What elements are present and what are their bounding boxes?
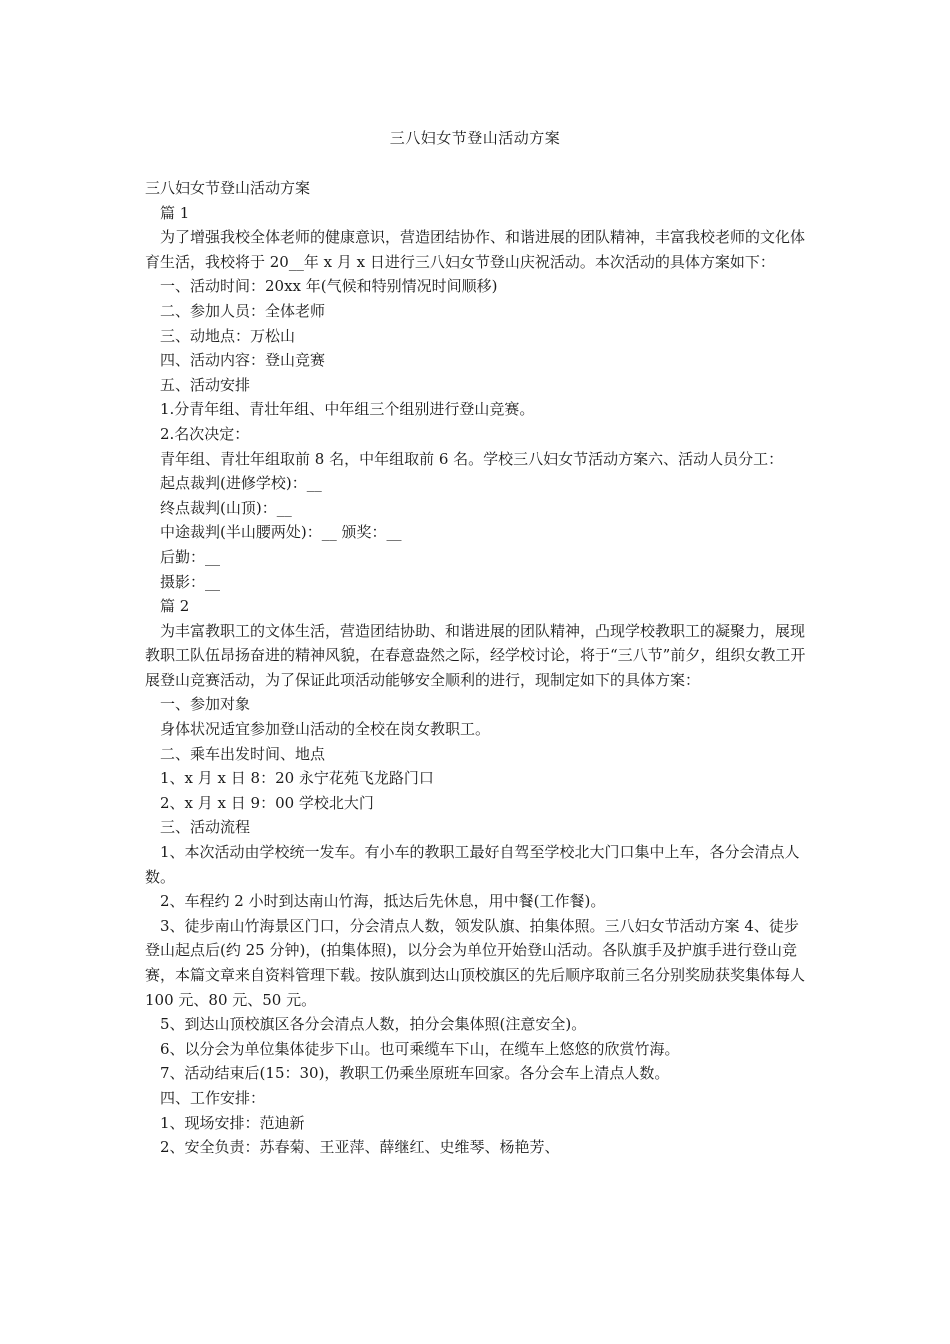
text-line: 1、本次活动由学校统一发车。有小车的教职工最好自驾至学校北大门口集中上车，各分会清点人数。: [145, 843, 800, 886]
text-line: 2.名次决定：: [160, 424, 250, 443]
text-line: 为了增强我校全体老师的健康意识，营造团结协作、和谐进展的团队精神，丰富我校老师的文化体育生活，我校将于 20__年 x 月 x 日进行三八妇女节登山庆祝活动。本次活动的具体方案如下：: [145, 228, 806, 271]
text-line: 起点裁判(进修学校)：__: [160, 474, 322, 493]
text-line: 为丰富教职工的文体生活，营造团结协助、和谐进展的团队精神，凸现学校教职工的凝聚力，展现教职工队伍昂扬奋进的精神风貌，在春意盎然之际，经学校讨论，将于“三八节”前夕，组织女教工开展登山竞赛活动，为了保证此项活动能够安全顺利的进行，现制定如下的具体方案：: [145, 621, 806, 689]
text-line: 五、活动安排: [160, 375, 251, 394]
text-line: 中途裁判(半山腰两处)：__ 颁奖：__: [160, 523, 402, 542]
text-line: 四、工作安排：: [160, 1088, 266, 1107]
text-line: 3、徒步南山竹海景区门口，分会清点人数，领发队旗、拍集体照。三八妇女节活动方案 4、徒步登山起点后(约 25 分钟)，(拍集体照)，以分会为单位开始登山活动。各队旗手及护旗手进行登山竞赛，本篇文章来自资料管理下载。按队旗到达山顶校旗区的先后顺序取前三名分别奖励获奖集体每人 100 元、80 元、50 元。: [145, 916, 806, 1009]
text-line: 6、以分会为单位集体徒步下山。也可乘缆车下山，在缆车上悠悠的欣赏竹海。: [160, 1039, 680, 1058]
document-body: [145, 176, 810, 1160]
text-line: 四、活动内容：登山竞赛: [160, 351, 326, 370]
document-title: 三八妇女节登山活动方案: [389, 129, 561, 147]
text-line: 1.分青年组、青壮年组、中年组三个组别进行登山竞赛。: [160, 400, 535, 419]
text-line: 7、活动结束后(15：30)，教职工仍乘坐原班车回家。各分会车上清点人数。: [160, 1064, 670, 1083]
text-line: 一、活动时间：20xx 年(气候和特别情况时间顺移): [160, 277, 498, 296]
text-line: 篇 1: [160, 203, 190, 222]
text-line: 1、现场安排：范迪新: [160, 1113, 305, 1132]
text-line: 5、到达山顶校旗区各分会清点人数，拍分会集体照(注意安全)。: [160, 1015, 587, 1034]
text-line: 摄影：__: [160, 572, 221, 591]
text-line: 2、x 月 x 日 9：00 学校北大门: [160, 793, 374, 812]
text-line: 后勤：__: [160, 547, 221, 566]
text-line: 2、安全负责：苏春菊、王亚萍、薛继红、史维琴、杨艳芳、: [160, 1138, 560, 1157]
text-line: 三、动地点：万松山: [160, 326, 296, 345]
text-line: 篇 2: [160, 597, 190, 616]
text-line: 二、乘车出发时间、地点: [160, 744, 326, 763]
text-line: 三八妇女节登山活动方案: [145, 179, 311, 197]
text-line: 一、参加对象: [160, 695, 251, 714]
text-line: 三、活动流程: [160, 818, 251, 837]
text-line: 1、x 月 x 日 8：20 永宁花苑飞龙路门口: [160, 769, 434, 788]
text-line: 二、参加人员：全体老师: [160, 301, 326, 320]
text-line: 终点裁判(山顶)：__: [160, 498, 292, 517]
text-line: 青年组、青壮年组取前 8 名，中年组取前 6 名。学校三八妇女节活动方案六、活动人员分工：: [160, 449, 784, 468]
text-line: 身体状况适宜参加登山活动的全校在岗女教职工。: [160, 720, 491, 739]
text-line: 2、车程约 2 小时到达南山竹海，抵达后先休息，用中餐(工作餐)。: [160, 892, 606, 911]
